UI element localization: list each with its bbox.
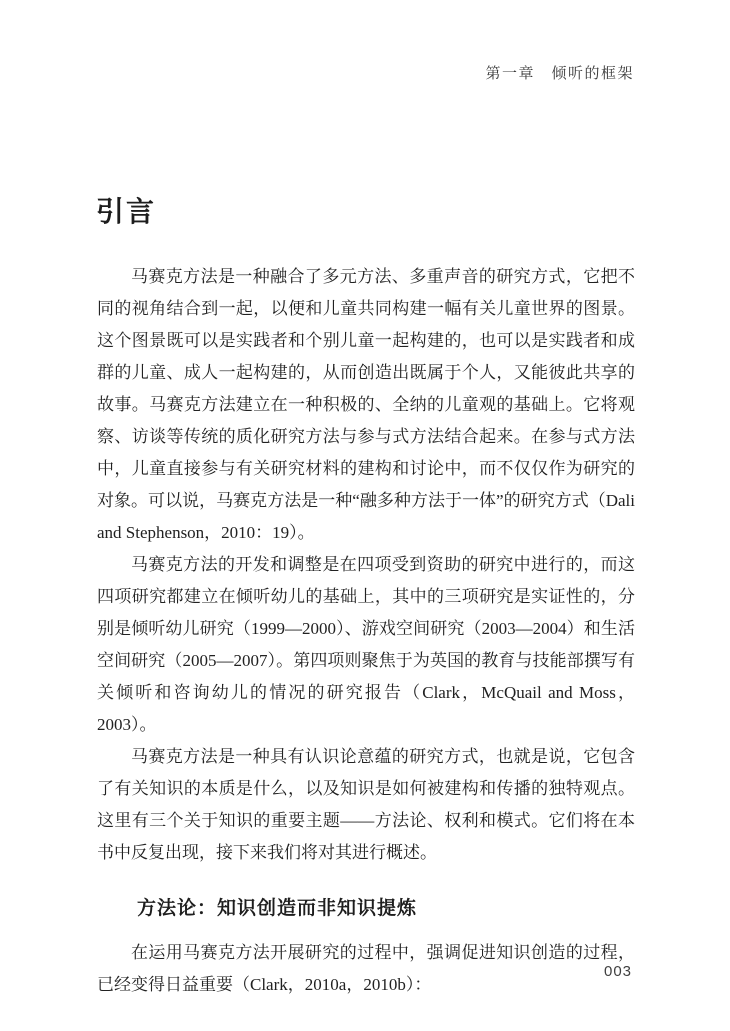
subheading-methodology: 方法论：知识创造而非知识提炼: [137, 898, 418, 919]
body-text: [97, 261, 635, 1001]
paragraph-2: 马赛克方法的开发和调整是在四项受到资助的研究中进行的，而这四项研究都建立在倾听幼儿的基础上，其中的三项研究是实证性的，分别是倾听幼儿研究（1999—2000）、游戏空间研究（2003—2004）和生活空间研究（2005—2007）。第四项则聚焦于为英国的教育与技能部撰写有关倾听和咨询幼儿的情况的研究报告（Clark，McQuail and Moss，2003）。: [97, 555, 635, 734]
running-header: 第一章 倾听的框架: [485, 65, 634, 82]
paragraph-1: 马赛克方法是一种融合了多元方法、多重声音的研究方式，它把不同的视角结合到一起，以便和儿童共同构建一幅有关儿童世界的图景。这个图景既可以是实践者和个别儿童一起构建的，也可以是实践者和成群的儿童、成人一起构建的，从而创造出既属于个人，又能彼此共享的故事。马赛克方法建立在一种积极的、全纳的儿童观的基础上。它将观察、访谈等传统的质化研究方法与参与式方法结合起来。在参与式方法中，儿童直接参与有关研究材料的建构和讨论中，而不仅仅作为研究的对象。可以说，马赛克方法是一种“融多种方法于一体”的研究方式（Dali and Stephenson，2010：19）。: [97, 267, 635, 542]
page-number: 003: [604, 963, 633, 980]
paragraph-4: 在运用马赛克方法开展研究的过程中，强调促进知识创造的过程，已经变得日益重要（Clark，2010a，2010b）：: [97, 943, 635, 994]
section-title: 引言: [96, 196, 157, 227]
paragraph-3: 马赛克方法是一种具有认识论意蕴的研究方式，也就是说，它包含了有关知识的本质是什么，以及知识是如何被建构和传播的独特观点。这里有三个关于知识的重要主题——方法论、权利和模式。它们将在本书中反复出现，接下来我们将对其进行概述。: [97, 747, 635, 862]
